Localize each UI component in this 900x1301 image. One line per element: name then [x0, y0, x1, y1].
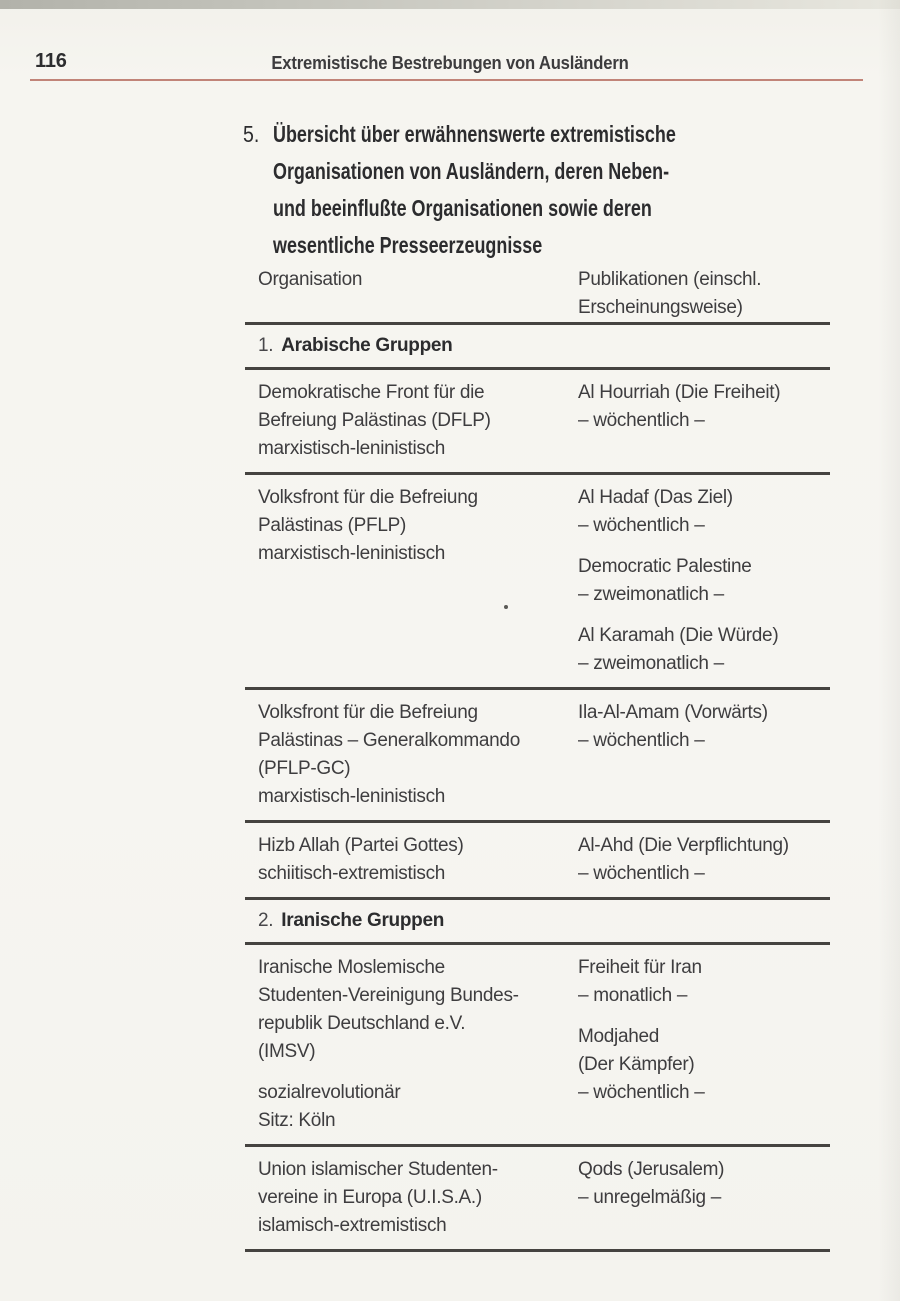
text-line: Modjahed [578, 1026, 660, 1047]
text-line: Freiheit für Iran [578, 957, 702, 978]
text-line: – wöchentlich – [578, 863, 705, 884]
text-line: (IMSV) [258, 1041, 316, 1062]
text-line: marxistisch-leninistisch [258, 438, 446, 459]
document-heading [243, 116, 789, 264]
text-line: (Der Kämpfer) [578, 1054, 695, 1075]
text-line: Qods (Jerusalem) [578, 1159, 725, 1180]
column-header-publications: Publikationen (einschl. Erscheinungsweise) [578, 269, 762, 318]
text-line: Befreiung Palästinas (DFLP) [258, 410, 491, 431]
text-line: Volksfront für die Befreiung [258, 487, 478, 508]
publications-cell [565, 699, 830, 811]
text-block [578, 622, 830, 678]
running-header: Extremistische Bestrebungen von Ausländern [271, 52, 629, 73]
text-line: – wöchentlich – [578, 730, 705, 751]
text-block [258, 954, 565, 1066]
organisations-table [245, 266, 830, 1252]
text-line: – wöchentlich – [578, 410, 705, 431]
text-block [578, 832, 830, 888]
table-row [245, 942, 830, 1144]
text-line: – wöchentlich – [578, 1082, 705, 1103]
text-block [258, 484, 565, 568]
text-line: Al Karamah (Die Würde) [578, 625, 779, 646]
heading-line: Organisationen von Ausländern, deren Neben- [273, 158, 670, 184]
text-line: Al Hourriah (Die Freiheit) [578, 382, 781, 403]
section-header [245, 322, 830, 367]
text-line: Palästinas – Generalkommando [258, 730, 520, 751]
text-line: Studenten-Vereinigung Bundes- [258, 985, 519, 1006]
page-number: 116 [35, 50, 67, 72]
text-line: – zweimonatlich – [578, 653, 724, 674]
organisation-cell [245, 832, 565, 888]
section-number: 1. [258, 335, 274, 356]
text-block [258, 1156, 565, 1240]
heading-text [273, 116, 676, 264]
publications-cell [565, 484, 830, 678]
text-line: Demokratische Front für die [258, 382, 485, 403]
text-line: marxistisch-leninistisch [258, 786, 446, 807]
text-line: Al-Ahd (Die Verpflichtung) [578, 835, 789, 856]
text-line: Democratic Palestine [578, 556, 752, 577]
text-line: Union islamischer Studenten- [258, 1159, 498, 1180]
text-block [258, 832, 565, 888]
publications-cell [565, 954, 830, 1135]
table-row [245, 820, 830, 897]
table-row [245, 1144, 830, 1249]
scan-edge-strip [0, 0, 900, 9]
text-line: – monatlich – [578, 985, 688, 1006]
heading-line: und beeinflußte Organisationen sowie deren [273, 195, 652, 221]
column-header-organisation: Organisation [258, 269, 363, 290]
text-line: schiitisch-extremistisch [258, 863, 446, 884]
table-body [245, 322, 830, 1252]
text-block [258, 1079, 565, 1135]
text-block [578, 553, 830, 609]
text-line: Sitz: Köln [258, 1110, 336, 1131]
organisation-cell [245, 954, 565, 1135]
table-row [245, 367, 830, 472]
text-line: (PFLP-GC) [258, 758, 351, 779]
text-block [578, 1023, 830, 1107]
column-header-row [245, 266, 830, 322]
publications-cell [565, 1156, 830, 1240]
section-header [245, 897, 830, 942]
heading-line: Übersicht über erwähnenswerte extremistische [273, 121, 676, 147]
organisation-cell [245, 379, 565, 463]
text-block [258, 699, 565, 811]
heading-line: wesentliche Presseerzeugnisse [273, 232, 543, 258]
text-line: – zweimonatlich – [578, 584, 724, 605]
text-block [578, 699, 830, 755]
table-row [245, 687, 830, 820]
text-line: islamisch-extremistisch [258, 1215, 447, 1236]
heading-number: 5. [243, 121, 260, 147]
text-line: Hizb Allah (Partei Gottes) [258, 835, 464, 856]
text-block [578, 484, 830, 540]
organisation-cell [245, 699, 565, 811]
text-line: Volksfront für die Befreiung [258, 702, 478, 723]
section-title: Iranische Gruppen [281, 910, 445, 931]
table-row [245, 472, 830, 687]
text-block [258, 379, 565, 463]
section-number: 2. [258, 910, 274, 931]
text-line: – unregelmäßig – [578, 1187, 722, 1208]
text-block [578, 1156, 830, 1212]
section-title: Arabische Gruppen [281, 335, 453, 356]
text-line: republik Deutschland e.V. [258, 1013, 466, 1034]
publications-cell [565, 832, 830, 888]
text-block [578, 379, 830, 435]
text-line: – wöchentlich – [578, 515, 705, 536]
text-line: marxistisch-leninistisch [258, 543, 446, 564]
scan-speck [504, 605, 508, 609]
publications-cell [565, 379, 830, 463]
text-line: vereine in Europa (U.I.S.A.) [258, 1187, 482, 1208]
text-line: Iranische Moslemische [258, 957, 445, 978]
header-rule [30, 79, 863, 81]
text-line: Al Hadaf (Das Ziel) [578, 487, 733, 508]
organisation-cell [245, 1156, 565, 1240]
text-block [578, 954, 830, 1010]
organisation-cell [245, 484, 565, 678]
text-line: Palästinas (PFLP) [258, 515, 407, 536]
text-line: sozialrevolutionär [258, 1082, 401, 1103]
text-line: Ila-Al-Amam (Vorwärts) [578, 702, 768, 723]
